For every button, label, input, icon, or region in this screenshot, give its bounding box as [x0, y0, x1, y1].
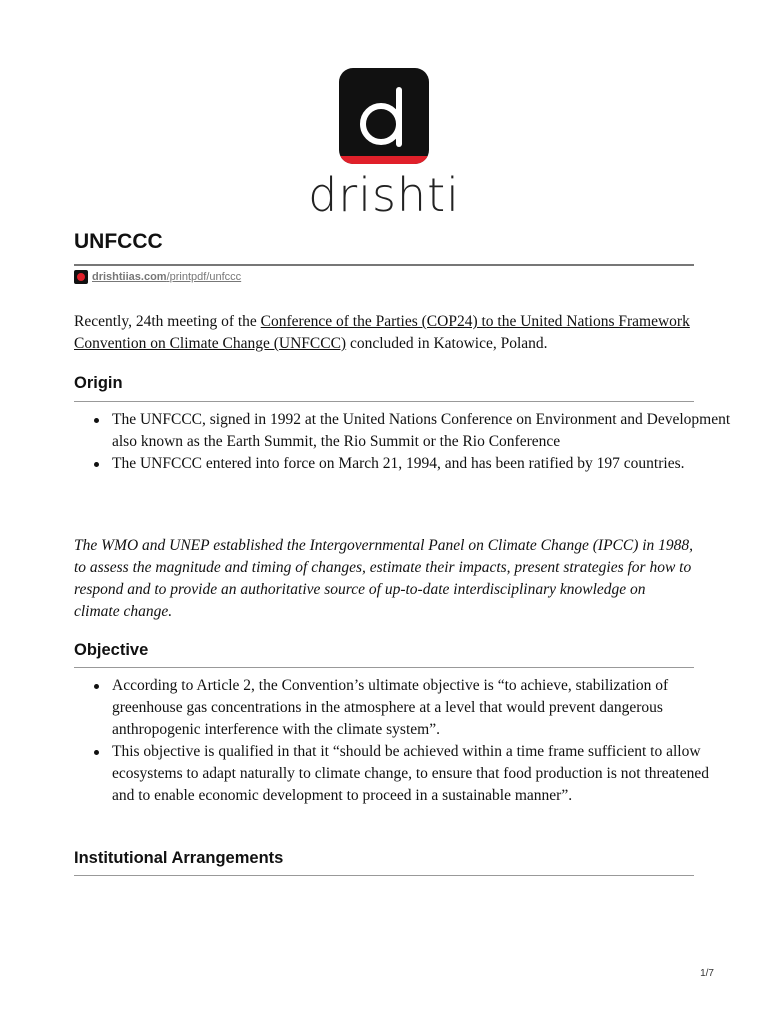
- list-item: This objective is qualified in that it “should be achieved within a time frame sufficient to allow ecosystems to adapt naturally to climate change, to ensure that food production is not threatened and to enable economic development to proceed in a sustainable manner”.: [112, 741, 732, 807]
- source-domain: drishtiias.com: [92, 271, 167, 283]
- page-number: 1/7: [700, 968, 714, 979]
- intro-suffix: concluded in Katowice, Poland.: [346, 335, 548, 352]
- source-link[interactable]: [92, 271, 241, 283]
- logo-wordmark: drishti: [308, 168, 460, 222]
- section-divider: [74, 667, 694, 668]
- origin-bullet-list: [74, 409, 732, 475]
- list-item: According to Article 2, the Convention’s ultimate objective is “to achieve, stabilization of greenhouse gas concentrations in the atmosphere at a level that would prevent dangerous anthropogenic interference with the climate system”.: [112, 675, 732, 741]
- ipcc-note: The WMO and UNEP established the Intergovernmental Panel on Climate Change (IPCC) in 1988, to assess the magnitude and timing of changes, estimate their impacts, present strategies for how to respond and to provide an authoritative source of up-to-date interdisciplinary knowledge on climate change.: [74, 537, 694, 620]
- section-heading-origin: Origin: [74, 374, 123, 392]
- section-heading-institutional-arrangements: Institutional Arrangements: [74, 849, 284, 867]
- source-line: [74, 270, 241, 284]
- source-path: /printpdf/unfccc: [166, 271, 242, 283]
- list-item: The UNFCCC, signed in 1992 at the United Nations Conference on Environment and Development also known as the Earth Summit, the Rio Summit or the Rio Conference: [112, 409, 732, 453]
- drishti-logo: [0, 68, 768, 220]
- intro-paragraph: [74, 311, 694, 355]
- drishti-d-logo-icon: [339, 68, 429, 164]
- intro-prefix: Recently, 24th meeting of the: [74, 313, 261, 330]
- section-divider: [74, 875, 694, 876]
- title-divider: [74, 264, 694, 266]
- page-title: UNFCCC: [74, 230, 163, 253]
- drishti-favicon-icon: [74, 270, 88, 284]
- cop24-link[interactable]: Conference of the Parties (COP24) to the United Nations Framework Convention on Climate Change (UNFCCC): [74, 313, 690, 352]
- section-divider: [74, 401, 694, 402]
- section-heading-objective: Objective: [74, 641, 149, 659]
- objective-bullet-list: [74, 675, 732, 807]
- list-item: The UNFCCC entered into force on March 21, 1994, and has been ratified by 197 countries.: [112, 453, 732, 475]
